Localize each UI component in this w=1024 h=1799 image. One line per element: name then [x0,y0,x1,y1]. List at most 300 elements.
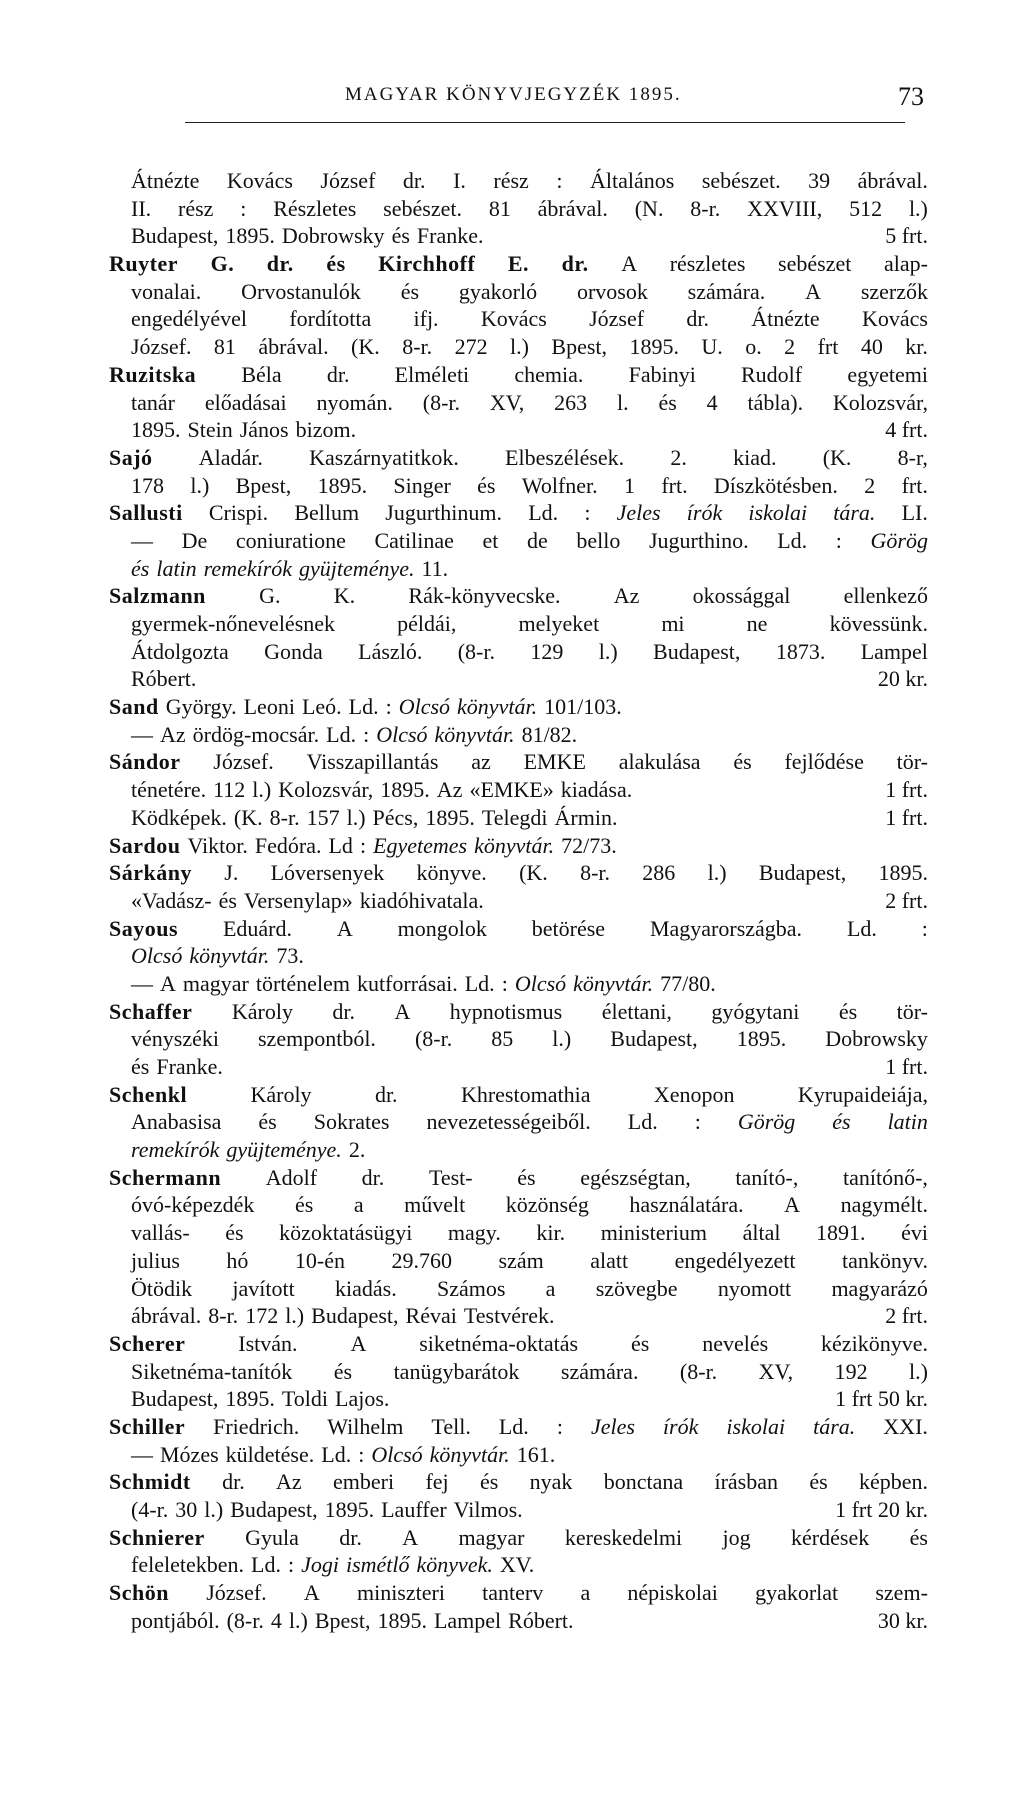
entry-line [109,1164,928,1192]
entry-text: Test- [428,1164,473,1190]
entry-text: dr. [402,168,426,193]
entry-text: 8-r. [208,1303,239,1329]
author-name: Schnierer [109,1524,205,1550]
entry-continuation-line [109,1385,928,1413]
entry-text: közönség [505,1192,589,1218]
entry-text: 178 [131,472,164,498]
entry-text: részletes [669,251,746,277]
entry-text: ábrával. [857,168,928,193]
entry-text: Khrestomathia [460,1081,591,1107]
entry-line [109,1330,928,1358]
series-title: remekírók [203,555,293,581]
entry-text: Crispi. [208,500,269,526]
entry-line [109,1579,928,1607]
entry-text: példái, [397,611,457,636]
entry-continuation-line [109,333,928,361]
entry-text: : [240,195,247,221]
entry-text: vényszéki [131,1026,219,1052]
entry-text: nyomán. [316,389,393,415]
entry-text: József. [206,1580,267,1606]
entry-text: Rudolf [741,361,803,387]
entry-line [109,832,928,860]
series-title: ismétlő [345,1552,410,1578]
entry-text: tanár [131,389,175,415]
entry-text: XXI. [883,1413,928,1439]
entry-text: Bpest, [551,334,608,360]
entry-text: Budapest, [311,1303,399,1329]
entry-text: Ld. [777,527,808,553]
entry-text: 1895. [629,334,679,360]
entry-text: Aladár. [198,444,263,470]
entry-text: : [358,1441,365,1467]
entry-text: és [733,749,752,775]
author-name: és [326,251,346,277]
entry-text: és [658,389,677,415]
entry-text: siketnéma-oktatás [419,1330,579,1356]
entry-text: ne [746,611,768,636]
entry-text: l.) [909,1358,928,1384]
entry-text: gyermek-nőnevelésnek [131,611,336,636]
entry-text: nevezetességeiből. [426,1109,591,1135]
entry-text: gyakorló [458,278,538,304]
entry-text: (8-r. [414,1026,453,1052]
entry-text: Részletes [273,195,357,221]
entry-text: sebészet. [701,168,781,193]
entry-text: 11. [421,555,449,581]
entry-line [109,1468,928,1496]
entry-text: Kyrupaideiája, [797,1081,928,1107]
entry-text: javított [232,1275,295,1301]
entry-text: Gonda [264,638,323,664]
author-name: dr. [561,251,589,277]
entry-text: Orvostanulók [241,278,361,304]
entry-text: (8-r. [422,389,461,415]
entry-line [109,250,928,278]
entry-text: Fabinyi [628,361,696,387]
entry-continuation-line [109,1191,928,1219]
entry-text: Az [160,721,186,747]
entry-text: művelt [404,1192,466,1218]
entry-text: 4 [270,1607,282,1633]
entry-text: egyetemi [847,361,928,387]
entry-text: 1895. [736,1026,787,1052]
author-name: Schmidt [109,1469,191,1495]
entry-text: által [742,1220,781,1246]
author-name: G. [210,251,235,277]
entry-text: Ld. [251,1552,281,1578]
entry-text: Kovács [226,168,293,193]
entry-text: használatára. [629,1192,744,1218]
entry-text: l.) [510,334,529,360]
entry-text: l.) [190,472,210,498]
entry-continuation-line [109,776,928,804]
entry-text: Budapest, [131,1386,219,1412]
price: 4 frt. [885,417,928,443]
entry-text: 39 [808,168,831,193]
entry-text: jog [722,1524,751,1550]
entry-text: 157 [306,804,340,830]
series-title: könyvtár. [457,694,538,720]
entry-text: magyarázó [831,1275,928,1301]
author-name: Schiller [109,1413,186,1439]
entry-text: gyógytani [711,998,800,1024]
author-name: Sallusti [109,500,183,526]
entry-text: szerzők [860,278,928,304]
entry-text: Dobrowsky [825,1026,928,1052]
entry-text: történelem [255,970,350,996]
entry-line [109,915,928,943]
entry-text: kiadás. [334,1275,397,1301]
entry-text: és [477,472,496,498]
entry-text: nyomott [717,1275,792,1301]
entry-text: Jugurthino. [648,527,749,553]
entry-text: 1895. [878,860,928,886]
price: 1 frt. [885,1054,928,1079]
entry-continuation-line [109,1025,928,1053]
entry-line [109,1524,928,1552]
entry-text: vallás- [131,1220,190,1246]
entry-text: élettani, [601,998,672,1024]
entry-text: o. [745,334,762,360]
entry-text: A [805,278,821,304]
entry-text: l.) [908,195,928,221]
entry-continuation-line [109,1136,928,1164]
entry-text: 286 [642,860,676,886]
price: 2 frt. [885,887,928,913]
entry-text: 30 [175,1497,198,1522]
entry-continuation-line [109,555,928,583]
entry-text: Ld. [326,721,357,747]
entry-text: : [363,721,370,747]
series-title: Olcsó [376,721,428,747]
entry-text: a [353,1192,364,1218]
entry-text: mongolok [397,915,487,941]
entry-text: a [580,1580,591,1606]
entry-text: 263 [554,389,588,415]
entry-text: Károly [250,1081,312,1107]
series-title: könyvtár. [434,721,515,747]
entry-text: előadásai [204,389,287,415]
entry-text: (K. [351,334,380,360]
entry-text: dr. [686,306,709,332]
entry-text: ellenkező [843,583,928,609]
entry-text: kérdések [791,1524,870,1550]
entry-text: és [517,1164,536,1190]
entry-text: 2 [784,334,796,360]
entry-text: Elméleti [394,361,470,387]
entry-continuation-line [109,1302,928,1330]
entry-continuation-line [109,527,928,555]
entry-text: de [526,527,548,553]
entry-continuation-line [109,1551,928,1579]
entry-text: II. [131,195,152,221]
entry-text: Stein [187,417,233,443]
series-title: könyvtár. [189,943,270,969]
entry-text: fejlődése [784,749,864,775]
entry-text: szem- [875,1580,928,1606]
author-name: Schaffer [109,998,193,1024]
entry-text: K. [333,583,356,609]
entry-text: 112 [213,777,246,803]
entry-text: közoktatásügyi [279,1220,413,1246]
entry-text: frt. [901,472,928,498]
entry-text: Leó. [301,694,342,720]
entry-text: Lampel [860,638,928,664]
entry-text: (4-r. [131,1497,169,1522]
entry-text: : [835,527,842,553]
entry-line [109,748,928,776]
entry-text: és [838,998,858,1024]
series-title: latin [156,555,197,581]
entry-text: Catilinae [374,527,454,553]
entry-text: Testvérek. [463,1303,555,1329]
entry-text: 8-r, [897,444,928,470]
entry-text: 77/80. [660,970,716,996]
entry-text: Franke. [156,1054,223,1079]
series-title: gyüjteménye. [226,1137,342,1163]
entry-text: számára. [560,1358,639,1384]
entry-text: Jugurthinum. [385,500,503,526]
entry-text: l. [617,389,629,415]
author-name: Salzmann [109,583,206,609]
entry-text: 161. [516,1441,556,1467]
entry-text: kiad. [733,444,777,470]
entry-text: Budapest, [610,1026,698,1052]
entry-continuation-line [109,195,928,223]
entry-text: kutforrásai. [356,970,458,996]
entry-text: bizom. [295,417,357,443]
entry-text: (K. [519,860,548,886]
series-title: latin [887,1109,928,1135]
entry-text: dr. [326,361,350,387]
price: 30 kr. [877,1607,928,1633]
entry-text: Mózes [160,1441,219,1467]
entry-text: melyeket [518,611,600,636]
entry-text: G. [259,583,281,609]
entry-text: I. [453,168,466,193]
entry-text: nagymélt. [840,1192,928,1218]
entry-text: dr. [361,1164,385,1190]
entry-text: Versenylap» [243,887,353,913]
entry-line [109,582,928,610]
entry-text: 73. [276,943,304,969]
entry-text: Ötödik [131,1275,193,1301]
entry-text: Bpest, [314,1607,371,1633]
series-title: Görög [737,1109,796,1135]
entry-text: A [394,998,411,1024]
entry-text: A [784,1192,801,1218]
entry-text: 272 [454,334,488,360]
entry-text: Lóversenyek [270,860,385,886]
entry-text: Adolf [265,1164,318,1190]
series-title: Egyetemes [373,832,468,858]
entry-text: l.) [552,1026,572,1052]
entry-text: 85 [491,1026,514,1052]
entry-text: ábrával. [131,1303,202,1329]
entry-text: Béla [241,361,282,387]
entry-text: 40 [860,334,883,360]
entry-text: könyve. [416,860,487,886]
entry-text: Tell. [431,1413,471,1439]
entry-text: 8-r. [402,334,433,360]
entry-text: Számos [436,1275,506,1301]
series-title: Olcsó [514,970,567,996]
entry-line [109,361,928,389]
entry-text: szempontból. [258,1026,376,1052]
entry-text: Fedóra. [254,832,322,858]
series-title: tára. [813,1413,856,1439]
entry-text: 512 [849,195,883,221]
entry-text: Kolozsvár, [832,389,928,415]
entry-text: l.) [285,1303,305,1329]
entry-text: József [589,306,645,332]
entry-text: képben. [858,1469,928,1495]
entry-text: Toldi [281,1386,329,1412]
entry-text: vonalai. [131,278,202,304]
entry-text: et [482,527,499,553]
entry-text: szám [498,1247,544,1273]
entry-text: Bellum [294,500,360,526]
entry-text: József. [131,334,192,360]
series-title: tára. [833,500,876,526]
entry-text: Ld. [627,1109,658,1135]
entry-text: Anabasisa [131,1109,222,1135]
entry-text: 1895. [324,1497,375,1522]
entry-text: Révai [405,1303,457,1329]
series-title: remekírók [131,1137,220,1163]
entry-text: EMKE [523,749,586,775]
entry-continuation-line [109,222,928,250]
entry-text: Budapest, [758,860,847,886]
entry-text: és [225,1220,244,1246]
entry-text: magyar [458,1524,525,1550]
entry-continuation-line [109,610,928,638]
entry-continuation-line [109,942,928,970]
author-name: Ruyter [109,251,178,277]
series-title: Jeles [616,500,661,526]
entry-text: A [303,1580,320,1606]
entry-text: 1895. [225,223,275,249]
entry-continuation-line [109,1496,928,1524]
entry-text: dr. [339,1524,362,1550]
entry-text: László. [358,638,423,664]
price: 1 frt 20 kr. [835,1497,928,1522]
entry-text: küldetése. [225,1441,315,1467]
entry-text: frt. [661,472,688,498]
entry-text: okossággal [692,583,791,609]
entry-text: A [160,970,176,996]
entry-text: «EMKE» [469,777,554,803]
entry-continuation-line [109,1108,928,1136]
entry-text: : [287,1552,295,1578]
entry-text: coniuratione [235,527,346,553]
entry-continuation-line [109,638,928,666]
entry-text: pontjából. [131,1607,220,1633]
entry-text: 1895. [317,472,368,498]
entry-text: 2. [670,444,687,470]
entry-text: ábrával. [258,334,329,360]
entry-text: (8-r. [226,1607,264,1633]
entry-text: kr. [905,334,928,360]
entry-text: 72/73. [561,832,617,858]
series-title: gyüjteménye. [299,555,415,581]
entry-text: Átnézte [131,168,200,193]
entry-text: 1 [623,472,635,498]
author-name: E. [507,251,530,277]
entry-text: XV. [499,1552,535,1578]
entry-text: 192 [834,1358,868,1384]
entry-text: Singer [393,472,451,498]
entry-text: Róbert. [131,666,197,692]
entry-text: A [402,1524,419,1550]
entry-text: sebészet [778,251,852,277]
entry-text: alatt [590,1247,629,1273]
header-rule [185,122,905,123]
entry-text: Díszkötésben. [713,472,838,498]
entry-text: Vilmos. [453,1497,523,1522]
series-title: iskolai [726,1413,786,1439]
entry-text: 10-én [294,1247,345,1273]
series-title: Jogi [301,1552,339,1578]
entry-text: József. [213,749,274,775]
entry-continuation-line [109,1247,928,1275]
series-title: Olcsó [131,943,183,969]
entry-line [109,693,928,721]
entry-text: 81 [488,195,511,221]
entry-text: A [621,251,638,277]
entry-text: Ld. [846,915,877,941]
entry-continuation-line [109,416,928,444]
entry-text: Ld. [321,1441,352,1467]
entry-text: 101/103. [544,694,622,720]
entry-text: : [501,970,508,996]
entry-text: tábla). [747,389,804,415]
entry-text: kereskedelmi [564,1524,683,1550]
entry-continuation-line [109,1053,928,1081]
series-title: és [131,555,150,581]
entry-text: J. [224,860,239,886]
entry-continuation-line [109,887,928,915]
entry-text: Átdolgozta [131,638,229,664]
entry-text: frt [817,334,839,360]
series-title: iskolai [748,500,808,526]
entry-continuation-line [109,1219,928,1247]
entry-text: : [921,915,928,941]
entry-text: és [391,223,410,249]
entry-continuation-line [109,278,928,306]
entry-text: és [479,1469,499,1495]
entry-text: orvosok [576,278,648,304]
entry-continuation-line [109,472,928,500]
entry-text: Ködképek. [131,804,227,830]
entry-text: Az [436,777,463,803]
entry-text: l.) [346,804,366,830]
entry-text: Kolozsvár, [278,777,374,803]
author-name: Sajó [109,444,153,470]
entry-text: fej [425,1469,449,1495]
entry-line [109,499,928,527]
entry-text: a [545,1275,556,1301]
entry-text: miniszteri [356,1580,445,1606]
entry-text: (K. [822,444,852,470]
entry-text: : [556,168,563,193]
entry-text: XXVIII, [747,195,823,221]
entry-text: A [336,915,353,941]
entry-text: fordította [289,306,372,332]
entry-text: XV, [489,389,525,415]
entry-text: és [333,1358,353,1384]
entry-text: Ld. [528,500,559,526]
